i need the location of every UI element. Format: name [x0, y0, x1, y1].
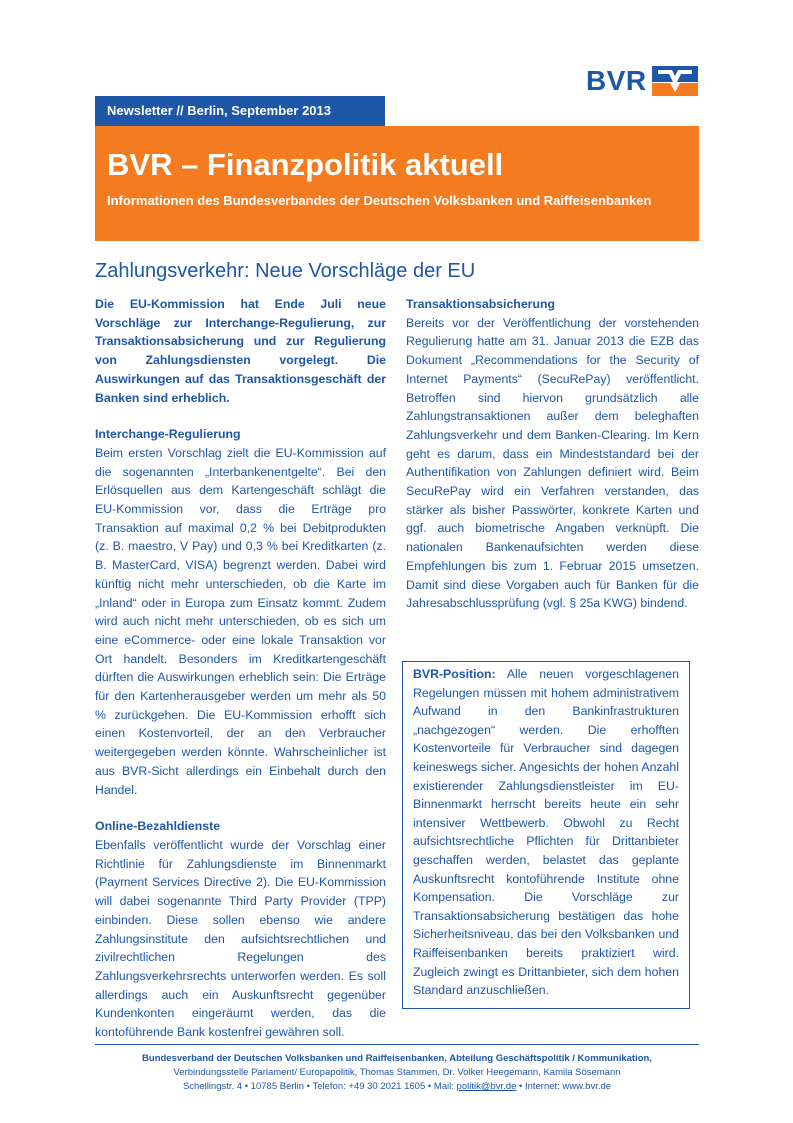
footer-line-1: Bundesverband der Deutschen Volksbanken und Raiffeisenbanken, Abteilung Geschäftspolitik / Kommunikation,: [142, 1053, 652, 1064]
title-banner: [95, 126, 699, 241]
banner-subtitle: Informationen des Bundesverbandes der Deutschen Volksbanken und Raiffeisenbanken: [107, 193, 652, 208]
footer: [95, 1052, 699, 1094]
position-text: Alle neuen vorgeschlagenen Regelungen müssen mit hohem administrativem Aufwand in den Bankinfrastrukturen „nachgezogen“ werden. Die erhofften Kostenvorteile für Verbraucher sind dagegen keineswegs sicher. Angesichts der hohen Anzahl existierender Zahlungsdienstleister im EU-Binnenmarkt herrscht bereits heute ein sehr intensiver Wettbewerb. Obwohl zu Recht aufsichtsrechtliche Pflichten für Drittanbieter geschaffen werden, belastet das geplante Auskunftsrecht kontoführende Institute ohne Kompensation. Die Vorschläge zur Transaktionsabsicherung bestätigen das hohe Sicherheitsniveau, das bei den Volksbanken und Raiffeisenbanken bereits praktiziert wird. Zugleich zwingt es Drittanbieter, sich dem hohen Standard anzuschließen.: [413, 667, 679, 998]
logo-text: BVR: [586, 65, 647, 96]
newsletter-label: Newsletter // Berlin, September 2013: [95, 96, 385, 126]
section-text-interchange: Beim ersten Vorschlag zielt die EU-Kommission auf die sogenannten „Interbankenentgelte“. Bei den Erlösquellen aus dem Kartengeschäft schlägt die EU-Kommission vor, dass die Erträge pro Transaktion auf maximal 0,2 % bei Debitprodukten (z. B. maestro, V Pay) und 0,3 % bei Kreditkarten (z. B. MasterCard, VISA) begrenzt werden. Dabei wird künftig nicht mehr unterschieden, ob die Karte im „Inland“ oder in Europa zum Einsatz kommt. Zudem wird auch nicht mehr unterschieden, ob es sich um eine eCommerce- oder eine lokale Transaktion vor Ort handelt. Besonders im Kreditkartengeschäft dürften die Auswirkungen erheblich sein: Die Erträge für den Kartenherausgeber werden um mehr als 50 % zurückgehen. Die EU-Kommission erhofft sich einen Kostenvorteil, der an den Verbraucher weitergegeben werden könnte. Wahrscheinlicher ist aus BVR-Sicht allerdings ein Einbehalt durch den Handel.: [95, 445, 386, 797]
footer-website: • Internet: www.bvr.de: [516, 1081, 612, 1092]
section-text-transaktion: Bereits vor der Veröffentlichung der vorstehenden Regulierung hatte am 31. Januar 2013 die EZB das Dokument „Recommendations for the Security of Internet Payments“ (SecuRePay) veröffentlicht. Betroffen sind hiervon grundsätzlich alle Zahlungstransaktionen außer dem beleghaften Zahlungsverkehr und dem Banken-Clearing. Im Kern geht es darum, dass ein Mindeststandard bei der Authentifikation von Zahlungen definiert wird. Beim SecuRePay wird ein Verfahren verstanden, das stärker als bisher Passwörter, konkrete Karten und ggf. auch biometrische Angaben verknüpft. Die nationalen Bankenaufsichten werden diese Empfehlungen bis zum 1. Februar 2015 umsetzen. Damit sind diese Vorgaben auch für Banken für die Jahresabschlussprüfung (vgl. § 25a KWG) bindend.: [406, 315, 699, 611]
footer-divider: [95, 1044, 699, 1045]
bvr-logo-icon: [652, 66, 698, 96]
banner-title: BVR – Finanzpolitik aktuell: [107, 147, 504, 182]
article-headline: Zahlungsverkehr: Neue Vorschläge der EU: [95, 260, 476, 282]
bvr-position-box: [402, 661, 690, 1009]
footer-address: Schellingstr. 4 • 10785 Berlin • Telefon: +49 30 2021 1605 • Mail:: [182, 1081, 457, 1092]
position-paragraph: [413, 665, 679, 1000]
footer-line-3: [95, 1080, 699, 1094]
section-title-online: Online-Bezahldienste: [95, 819, 221, 834]
intro-paragraph: Die EU-Kommission hat Ende Juli neue Vorschläge zur Interchange-Regulierung, zur Transaktionsabsicherung und zur Regulierung von Zahlungsdiensten vorgelegt. Die Auswirkungen auf das Transaktionsgeschäft der Banken sind erheblich.: [95, 297, 386, 405]
bvr-logo: [586, 64, 700, 98]
email-link[interactable]: politik@bvr.de: [456, 1081, 517, 1092]
section-title-transaktion: Transaktionsabsicherung: [406, 297, 555, 311]
section-title-interchange: Interchange-Regulierung: [95, 427, 241, 442]
footer-line-2: Verbindungsstelle Parlament/ Europapolitik, Thomas Stammen, Dr. Volker Heegemann, Kamila Sösemann: [173, 1067, 621, 1078]
section-text-online: Ebenfalls veröffentlicht wurde der Vorschlag einer Richtlinie für Zahlungsdienste im Binnenmarkt (Payment Services Directive 2). Die EU-Kommission will dabei sogenannte Third Party Provider (TPP) einbinden. Diese sollen ebenso wie andere Zahlungsinstitute den aufsichtsrechtlichen und zivilrechtlichen Regelungen des Zahlungsverkehrsrechts unterworfen werden. Es soll allerdings auch ein Auskunftsrecht gegenüber Kundenkonten eingeräumt werden, das die kontoführende Bank kostenfrei gewähren soll.: [95, 837, 386, 1040]
right-column: [406, 295, 699, 613]
position-label: BVR-Position:: [413, 667, 496, 681]
left-column: [95, 295, 386, 1042]
